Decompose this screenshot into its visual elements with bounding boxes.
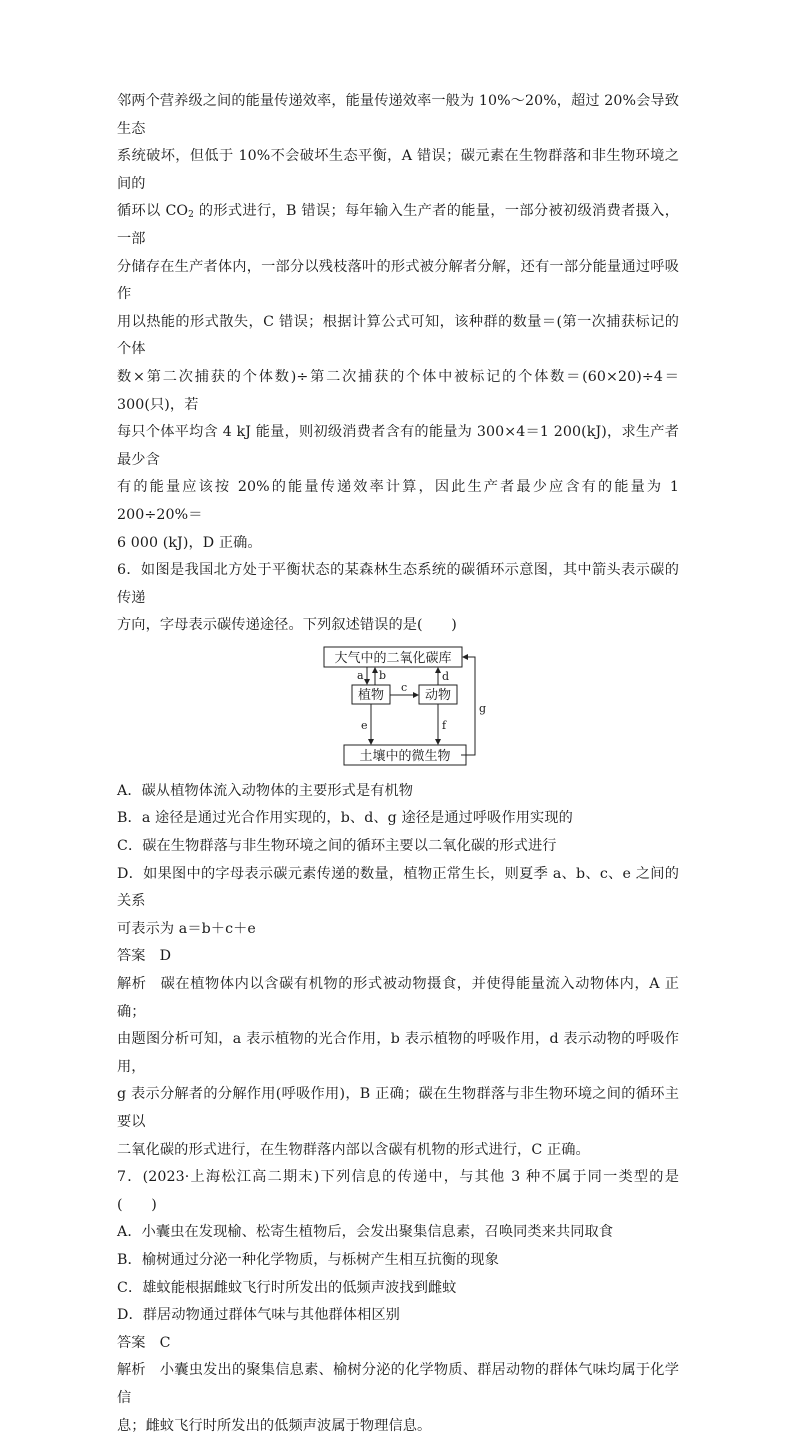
q5-solution-line: 循环以 $CO_2$ 的形式进行，B 错误；每年输入生产者的能量，一部分被初级消费者摄入，一部 xyxy=(117,203,679,247)
plant-label: 植物 xyxy=(357,687,385,703)
q6-stem: 方向，字母表示碳传递途径。下列叙述错误的是( ) xyxy=(117,617,457,634)
q5-solution-line: 邻两个营养级之间的能量传递效率，能量传递效率一般为 10%～20%，超过 20%会导致生态 xyxy=(117,93,679,137)
q6-option-d: D．如果图中的字母表示碳元素传递的数量，植物正常生长，则夏季 a、b、c、e 之间的关系 xyxy=(117,865,679,910)
animal-label: 动物 xyxy=(424,687,452,703)
letter-d: d xyxy=(442,669,450,683)
q5-solution-line: 每只个体平均含 4 kJ 能量，则初级消费者含有的能量为 300×4＝1 200(kJ)，求生产者最少含 xyxy=(117,424,679,468)
q6-answer: 答案 D xyxy=(117,948,172,965)
letter-a: a xyxy=(357,668,364,682)
q7-option-b: B．榆树通过分泌一种化学物质，与栎树产生相互抗衡的现象 xyxy=(117,1251,500,1268)
q5-solution-line: 分储存在生产者体内，一部分以残枝落叶的形式被分解者分解，还有一部分能量通过呼吸作 xyxy=(117,258,679,303)
carbon-cycle-diagram xyxy=(117,640,679,778)
q5-solution-line: 6 000 (kJ)，D 正确。 xyxy=(117,534,262,551)
q6-analysis-line: 二氧化碳的形式进行，在生物群落内部以含碳有机物的形式进行，C 正确。 xyxy=(117,1141,590,1158)
q5-solution-line: 有的能量应该按 20%的能量传递效率计算，因此生产者最少应含有的能量为 1 200÷20%＝ xyxy=(117,479,679,523)
q6-option-a: A．碳从植物体流入动物体的主要形式是有机物 xyxy=(117,782,414,799)
q5-solution-line: 系统破坏，但低于 10%不会破坏生态平衡，A 错误；碳元素在生物群落和非生物环境之间的 xyxy=(117,148,679,192)
q7-analysis-line: 息；雌蚊飞行时所发出的低频声波属于物理信息。 xyxy=(117,1417,432,1434)
q6-option-b: B．a 途径是通过光合作用实现的，b、d、g 途径是通过呼吸作用实现的 xyxy=(117,810,573,827)
q6-analysis-line: 由题图分析可知，a 表示植物的光合作用，b 表示植物的呼吸作用，d 表示动物的呼吸作用， xyxy=(117,1031,679,1075)
letter-b: b xyxy=(379,668,387,682)
atmosphere-label: 大气中的二氧化碳库 xyxy=(334,650,452,666)
q7-option-c: C．雄蚊能根据雌蚊飞行时所发出的低频声波找到雌蚊 xyxy=(117,1279,457,1296)
document-page xyxy=(117,88,679,1440)
q6-option-d-cont: 可表示为 a＝b＋c＋e xyxy=(117,920,256,937)
q7-stem: 7．(2023·上海松江高二期末)下列信息的传递中，与其他 3 种不属于同一类型的是( ) xyxy=(117,1169,679,1213)
q7-answer: 答案 C xyxy=(117,1334,171,1351)
q7-option-d: D．群居动物通过群体气味与其他群体相区别 xyxy=(117,1307,400,1324)
q5-solution-line: 用以热能的形式散失，C 错误；根据计算公式可知，该种群的数量＝(第一次捕获标记的个体 xyxy=(117,313,679,358)
letter-c: c xyxy=(401,680,408,694)
question-6 xyxy=(117,557,679,1164)
question-7 xyxy=(117,1164,679,1440)
q5-solution xyxy=(117,88,679,557)
letter-e: e xyxy=(361,718,368,732)
q6-option-c: C．碳在生物群落与非生物环境之间的循环主要以二氧化碳的形式进行 xyxy=(117,838,557,855)
q6-analysis: 解析 碳在植物体内以含碳有机物的形式被动物摄食，并使得能量流入动物体内，A 正确； xyxy=(117,976,680,1020)
q5-solution-line: 数×第二次捕获的个体数)÷第二次捕获的个体中被标记的个体数＝(60×20)÷4＝300(只)，若 xyxy=(117,368,679,413)
q7-option-a: A．小囊虫在发现榆、松寄生植物后，会发出聚集信息素，召唤同类来共同取食 xyxy=(117,1224,614,1241)
letter-g: g xyxy=(479,701,487,715)
letter-f: f xyxy=(442,718,447,732)
q6-analysis-line: g 表示分解者的分解作用(呼吸作用)，B 正确；碳在生物群落与非生物环境之间的循环主要以 xyxy=(117,1086,679,1130)
soil-label: 土壤中的微生物 xyxy=(359,748,451,764)
q7-analysis: 解析 小囊虫发出的聚集信息素、榆树分泌的化学物质、群居动物的群体气味均属于化学信 xyxy=(117,1362,680,1406)
q6-stem: 6．如图是我国北方处于平衡状态的某森林生态系统的碳循环示意图，其中箭头表示碳的传递 xyxy=(117,562,679,606)
